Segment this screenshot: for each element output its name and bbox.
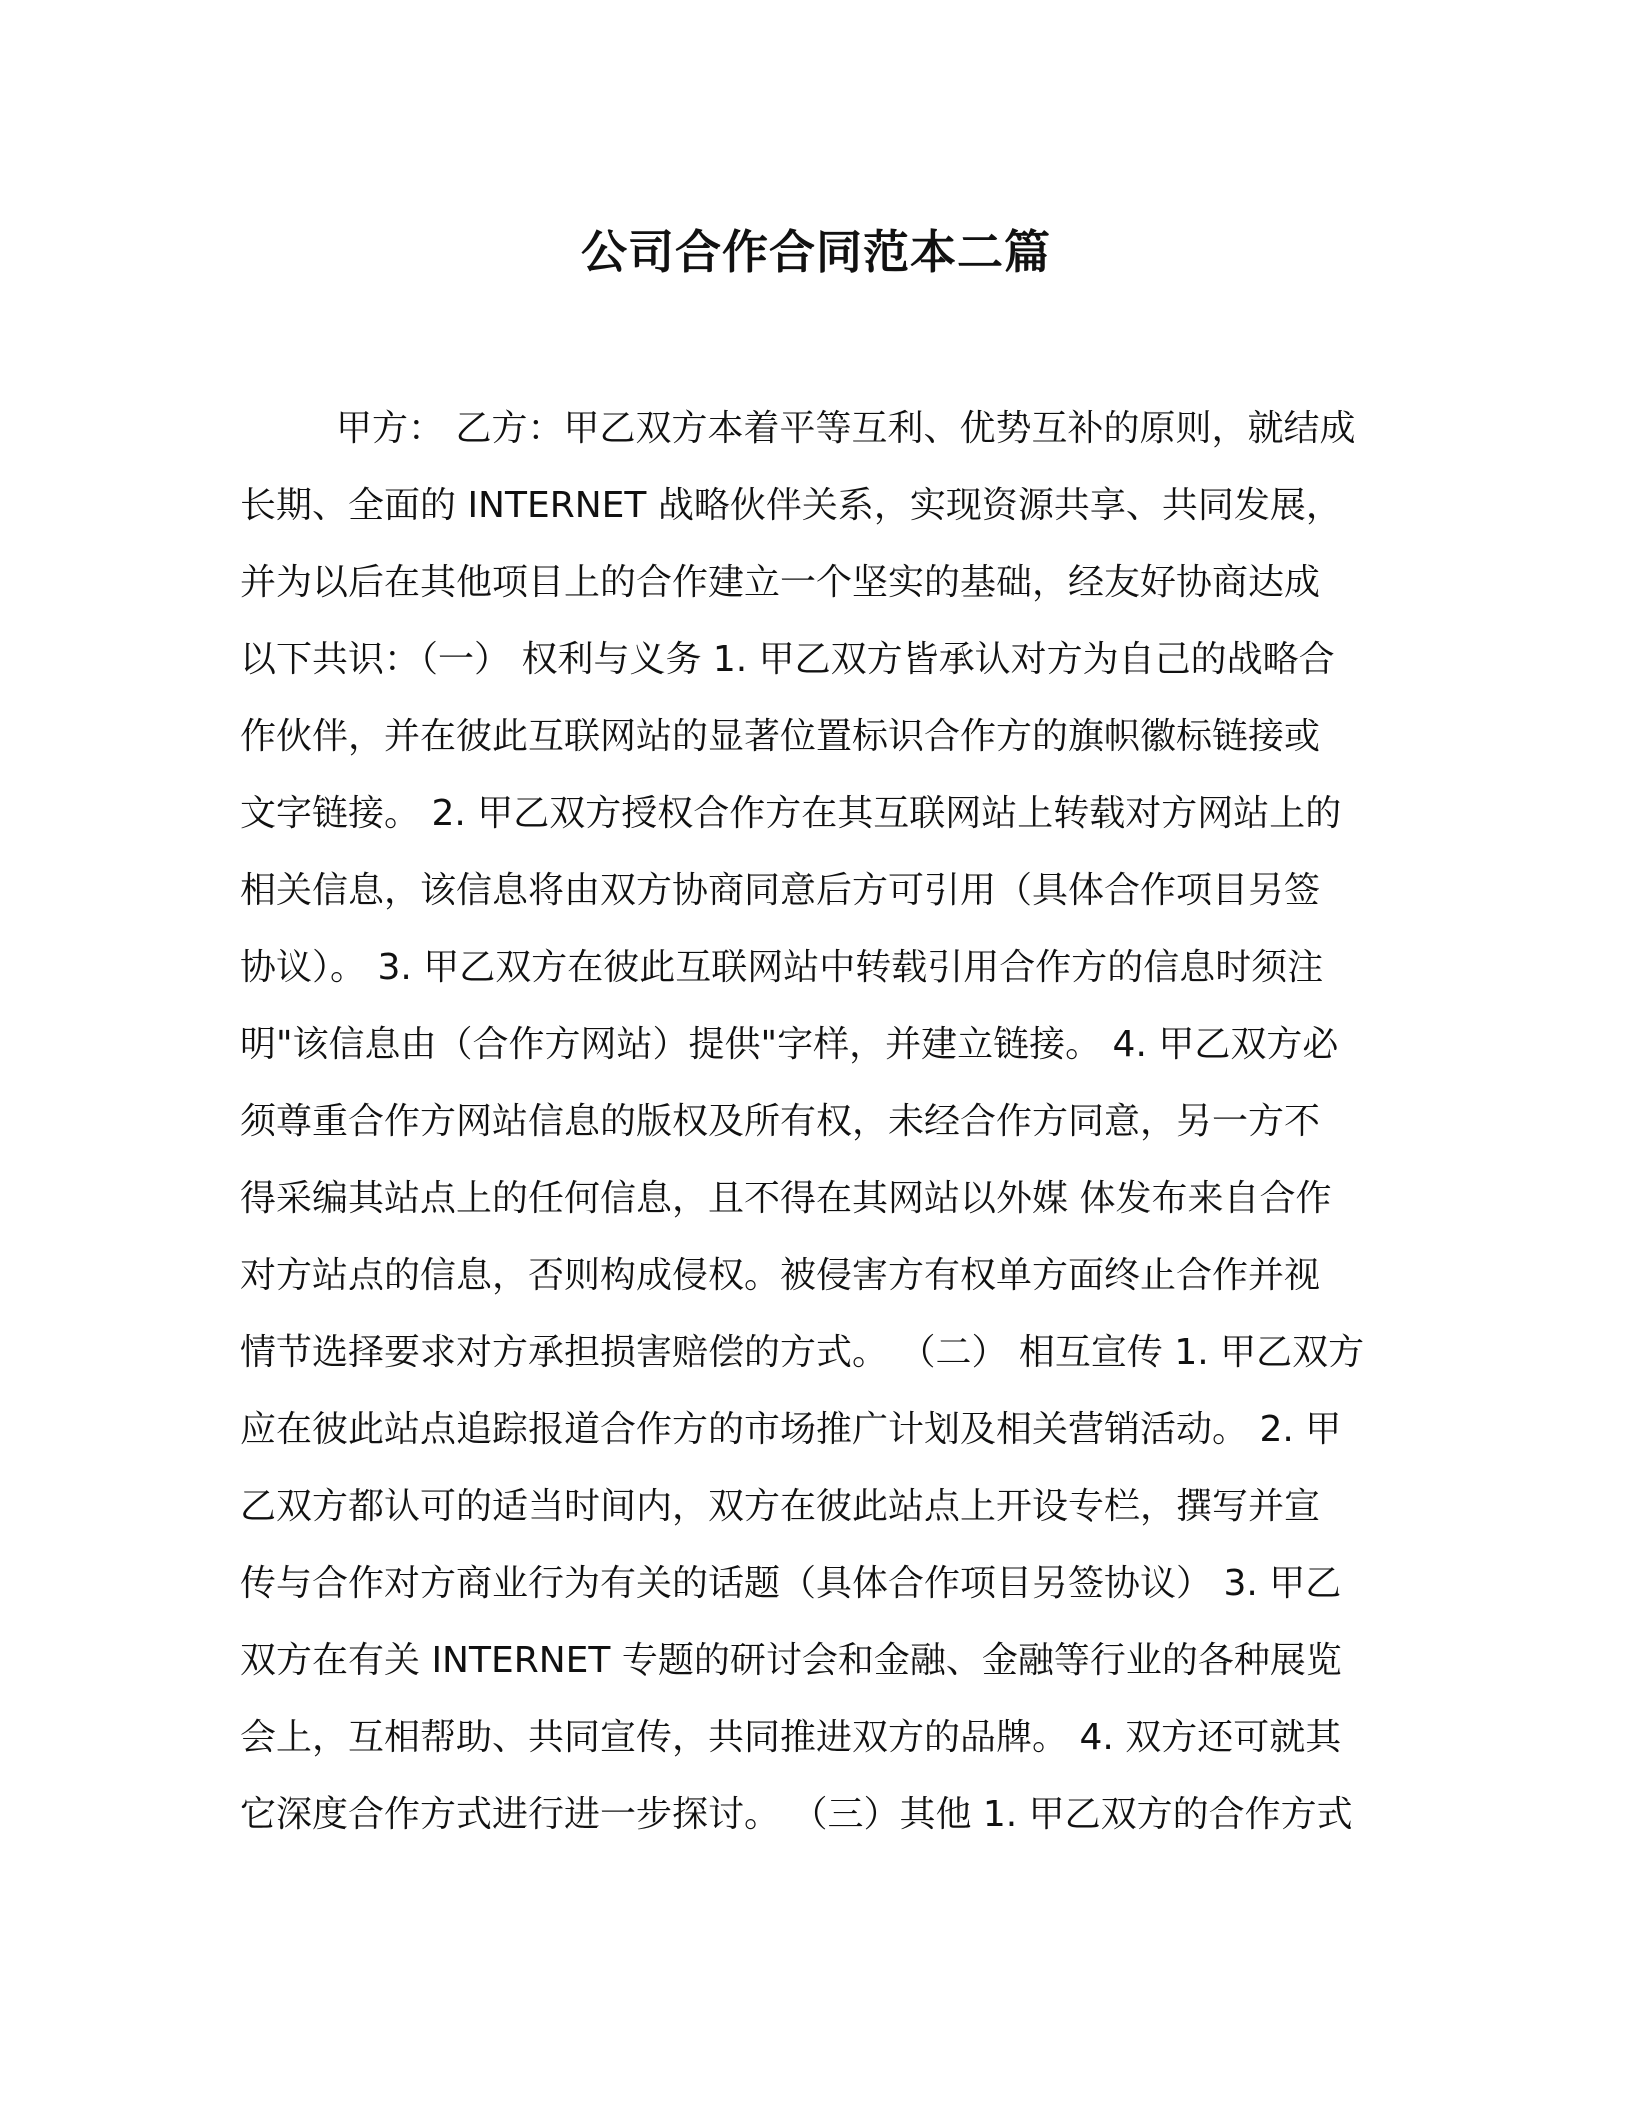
body-line: 应在彼此站点追踪报道合作方的市场推广计划及相关营销活动。 2. 甲 (240, 1409, 1342, 1450)
body-line: 相关信息，该信息将由双方协商同意后方可引用（具体合作项目另签 (240, 870, 1321, 911)
body-line: 以下共识：（一） 权利与义务 1. 甲乙双方皆承认对方为自己的战略合 (240, 639, 1335, 680)
body-line: 它深度合作方式进行进一步探讨。 （三）其他 1. 甲乙双方的合作方式 (240, 1794, 1353, 1835)
document-title: 公司合作合同范本二篇 (581, 225, 1051, 279)
body-line: 作伙伴，并在彼此互联网站的显著位置标识合作方的旗帜徽标链接或 (240, 716, 1321, 757)
body-line: 得采编其站点上的任何信息，且不得在其网站以外媒 体发布来自合作 (240, 1178, 1332, 1219)
body-line: 甲方： 乙方：甲乙双方本着平等互利、优势互补的原则，就结成 (336, 408, 1356, 449)
body-line: 乙双方都认可的适当时间内，双方在彼此站点上开设专栏，撰写并宣 (240, 1486, 1321, 1527)
body-line: 会上，互相帮助、共同宣传，共同推进双方的品牌。 4. 双方还可就其 (240, 1717, 1342, 1758)
body-line: 协议）。 3. 甲乙双方在彼此互联网站中转载引用合作方的信息时须注 (240, 947, 1324, 988)
contract-body (240, 390, 1390, 1853)
body-line: 传与合作对方商业行为有关的话题（具体合作项目另签协议） 3. 甲乙 (240, 1563, 1342, 1604)
body-line: 长期、全面的 INTERNET 战略伙伴关系，实现资源共享、共同发展， (240, 485, 1342, 526)
body-line: 并为以后在其他项目上的合作建立一个坚实的基础，经友好协商达成 (240, 562, 1321, 603)
body-line: 双方在有关 INTERNET 专题的研讨会和金融、金融等行业的各种展览 (240, 1640, 1342, 1681)
body-line: 情节选择要求对方承担损害赔偿的方式。 （二） 相互宣传 1. 甲乙双方 (240, 1332, 1365, 1373)
body-line: 对方站点的信息，否则构成侵权。被侵害方有权单方面终止合作并视 (240, 1255, 1321, 1296)
body-line: 须尊重合作方网站信息的版权及所有权，未经合作方同意，另一方不 (240, 1101, 1321, 1142)
body-line: 明"该信息由（合作方网站）提供"字样，并建立链接。 4. 甲乙双方必 (240, 1024, 1339, 1065)
body-line: 文字链接。 2. 甲乙双方授权合作方在其互联网站上转载对方网站上的 (240, 793, 1342, 834)
